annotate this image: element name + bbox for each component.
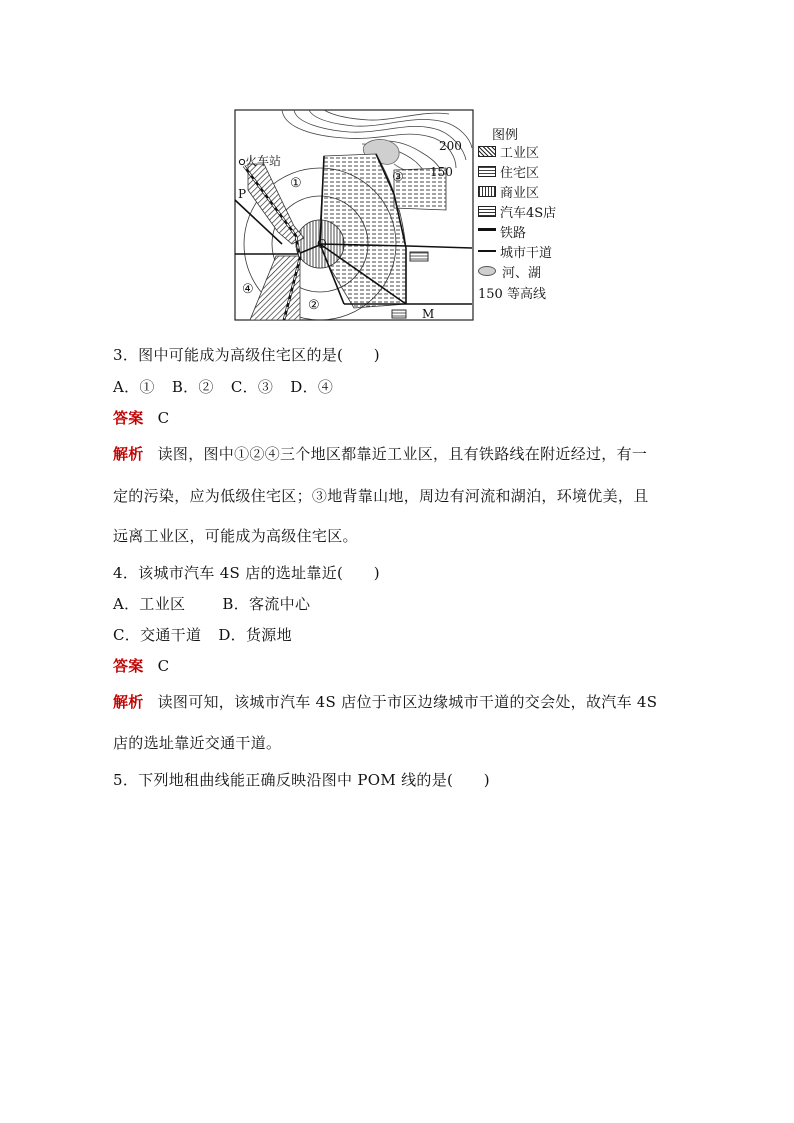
legend-label: 河、湖 bbox=[502, 265, 542, 281]
q4-option-c: C．交通干道 bbox=[113, 626, 202, 644]
q4-option-b: B．客流中心 bbox=[222, 595, 311, 613]
point-p-label: P bbox=[238, 187, 247, 201]
q4-analysis-line-1 bbox=[113, 693, 657, 711]
q4-answer-value: C bbox=[157, 657, 170, 675]
legend-title: 图例 bbox=[492, 128, 519, 143]
legend-item-car4s bbox=[478, 203, 556, 219]
contour-150-label: 150 bbox=[430, 165, 453, 179]
legend-item-river-lake bbox=[478, 263, 541, 279]
q3-question: 3．图中可能成为高级住宅区的是( ) bbox=[113, 346, 380, 364]
q3-option-b: B．② bbox=[171, 378, 214, 396]
residential-swatch-icon bbox=[478, 166, 496, 177]
car-4s-shop-2 bbox=[392, 310, 406, 318]
lake-swatch-icon bbox=[478, 266, 496, 276]
q5-question: 5．下列地租曲线能正确反映沿图中 POM 线的是( ) bbox=[113, 771, 490, 789]
legend-label: 铁路 bbox=[500, 225, 527, 241]
q3-analysis-line-1 bbox=[113, 445, 647, 463]
q3-answer-value: C bbox=[157, 409, 170, 427]
station-icon bbox=[239, 159, 244, 164]
legend-item-industrial bbox=[478, 143, 539, 159]
q3-option-d: D．④ bbox=[290, 378, 334, 396]
answer-tag: 答案 bbox=[113, 657, 144, 675]
area-4-label: ④ bbox=[242, 282, 254, 297]
legend-label: 住宅区 bbox=[500, 165, 540, 181]
answer-tag: 答案 bbox=[113, 409, 144, 427]
car-4s-shop-1 bbox=[410, 252, 428, 261]
q4-analysis-line-2: 店的选址靠近交通干道。 bbox=[113, 734, 282, 752]
station-label: 火车站 bbox=[245, 154, 282, 168]
area-2-label: ② bbox=[308, 298, 320, 313]
q3-option-a: A．① bbox=[113, 378, 155, 396]
q3-analysis-line-2: 定的污染，应为低级住宅区；③地背靠山地，周边有河流和湖泊，环境优美，且 bbox=[113, 487, 649, 505]
legend-item-residential bbox=[478, 163, 539, 179]
q4-option-d: D．货源地 bbox=[218, 626, 292, 644]
q3-analysis-line-3: 远离工业区，可能成为高级住宅区。 bbox=[113, 527, 358, 545]
analysis-text: 读图可知，该城市汽车 4S 店位于市区边缘城市干道的交会处，故汽车 4S bbox=[157, 693, 658, 711]
car-4s-swatch-icon bbox=[478, 206, 496, 217]
q4-option-a: A．工业区 bbox=[113, 595, 186, 613]
legend-label: 工业区 bbox=[500, 145, 540, 161]
legend-label: 城市干道 bbox=[500, 245, 553, 261]
legend-item-contour bbox=[478, 284, 546, 300]
q3-options bbox=[113, 378, 345, 396]
legend-item-main-road bbox=[478, 243, 552, 259]
railway-swatch-icon bbox=[478, 228, 496, 235]
q4-options-row-1 bbox=[113, 595, 310, 613]
commercial-swatch-icon bbox=[478, 186, 496, 197]
analysis-tag: 解析 bbox=[113, 445, 144, 463]
legend-label: 150 等高线 bbox=[478, 286, 546, 302]
legend-item-railway bbox=[478, 223, 526, 239]
point-m-label: M bbox=[422, 307, 435, 321]
legend-label: 商业区 bbox=[500, 185, 540, 201]
area-1-label: ① bbox=[290, 176, 302, 191]
city-map-figure bbox=[234, 108, 562, 322]
legend-label: 汽车4S店 bbox=[500, 205, 557, 221]
q4-answer bbox=[113, 657, 169, 675]
q4-question: 4．该城市汽车 4S 店的选址靠近( ) bbox=[113, 564, 380, 582]
contour-200-label: 200 bbox=[439, 139, 462, 153]
point-o-label: O bbox=[317, 237, 327, 251]
q4-options-row-2 bbox=[113, 626, 292, 644]
analysis-tag: 解析 bbox=[113, 693, 144, 711]
analysis-text: 读图，图中①②④三个地区都靠近工业区，且有铁路线在附近经过，有一 bbox=[157, 445, 648, 463]
area-3-label: ③ bbox=[392, 170, 404, 185]
q3-option-c: C．③ bbox=[230, 378, 274, 396]
q3-answer bbox=[113, 409, 169, 427]
industrial-swatch-icon bbox=[478, 146, 496, 157]
legend-item-commercial bbox=[478, 183, 539, 199]
road-swatch-icon bbox=[478, 250, 496, 252]
